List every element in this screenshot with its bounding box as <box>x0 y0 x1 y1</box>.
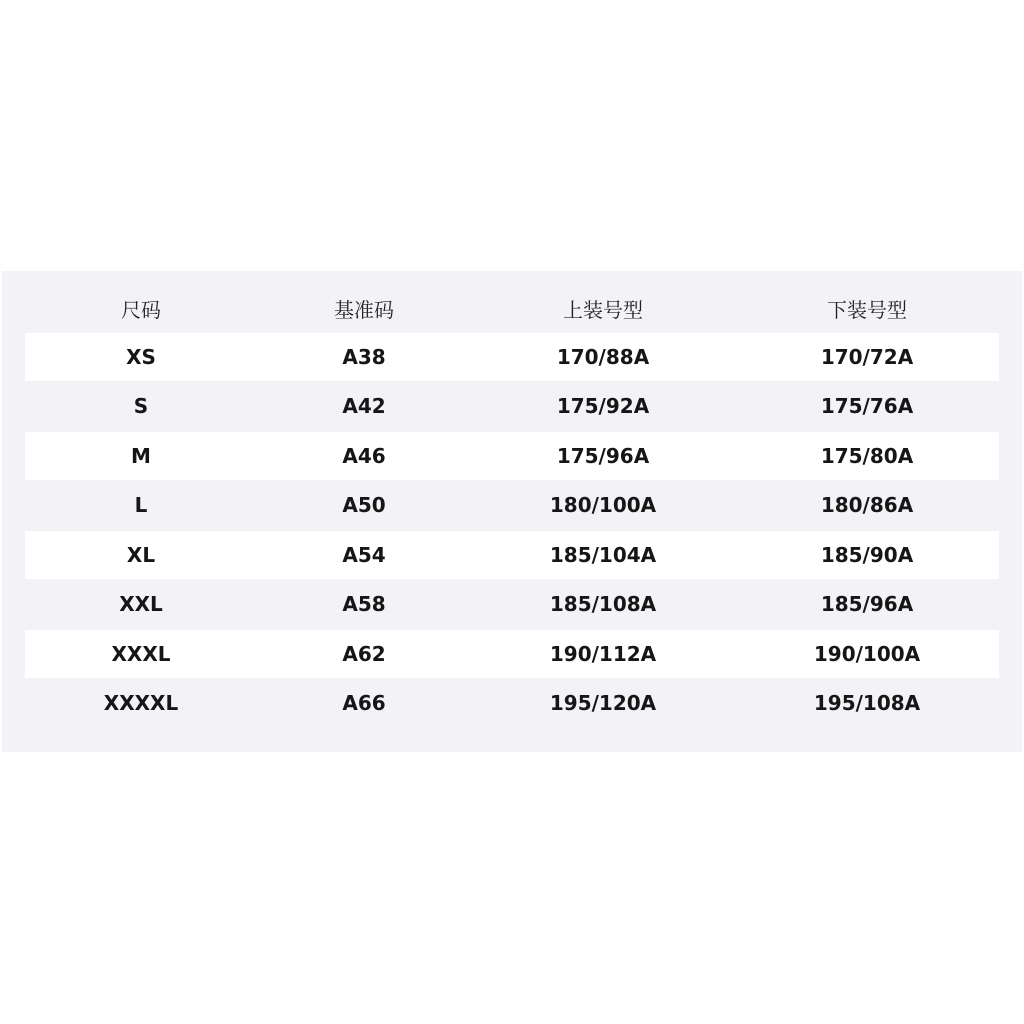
table-row <box>25 630 999 678</box>
base-size-cell: A62 <box>342 642 386 666</box>
base-size-cell: A50 <box>342 493 386 517</box>
top-size-cell: 175/92A <box>556 394 650 418</box>
header-size: 尺码 <box>121 297 161 322</box>
table-header-row <box>2 283 1022 333</box>
size-cell: S <box>133 394 149 418</box>
header-base-size: 基准码 <box>334 297 394 322</box>
size-cell: XS <box>126 345 156 369</box>
bottom-size-cell: 180/86A <box>820 493 914 517</box>
table-row <box>25 382 999 430</box>
size-cell: XXXL <box>111 642 171 666</box>
size-cell: XL <box>126 543 156 567</box>
bottom-size-cell: 185/90A <box>820 543 914 567</box>
base-size-cell: A58 <box>342 592 386 616</box>
header-top-size: 上装号型 <box>563 297 643 322</box>
bottom-size-cell: 175/80A <box>820 444 914 468</box>
top-size-cell: 180/100A <box>549 493 657 517</box>
table-row <box>25 432 999 480</box>
table-row <box>25 679 999 727</box>
bottom-size-cell: 195/108A <box>813 691 921 715</box>
base-size-cell: A42 <box>342 394 386 418</box>
top-size-cell: 175/96A <box>556 444 650 468</box>
top-size-cell: 170/88A <box>556 345 650 369</box>
table-row <box>25 333 999 381</box>
base-size-cell: A38 <box>342 345 386 369</box>
top-size-cell: 195/120A <box>549 691 657 715</box>
top-size-cell: 185/108A <box>549 592 657 616</box>
bottom-size-cell: 190/100A <box>813 642 921 666</box>
base-size-cell: A66 <box>342 691 386 715</box>
size-cell: L <box>134 493 148 517</box>
base-size-cell: A46 <box>342 444 386 468</box>
bottom-size-cell: 170/72A <box>820 345 914 369</box>
header-bottom-size: 下装号型 <box>827 297 907 322</box>
top-size-cell: 185/104A <box>549 543 657 567</box>
table-row <box>25 580 999 628</box>
size-cell: XXXXL <box>103 691 179 715</box>
size-cell: M <box>131 444 151 468</box>
top-size-cell: 190/112A <box>549 642 657 666</box>
table-row <box>25 531 999 579</box>
size-chart-table <box>2 271 1022 752</box>
base-size-cell: A54 <box>342 543 386 567</box>
bottom-size-cell: 185/96A <box>820 592 914 616</box>
table-row <box>25 481 999 529</box>
size-cell: XXL <box>119 592 163 616</box>
bottom-size-cell: 175/76A <box>820 394 914 418</box>
